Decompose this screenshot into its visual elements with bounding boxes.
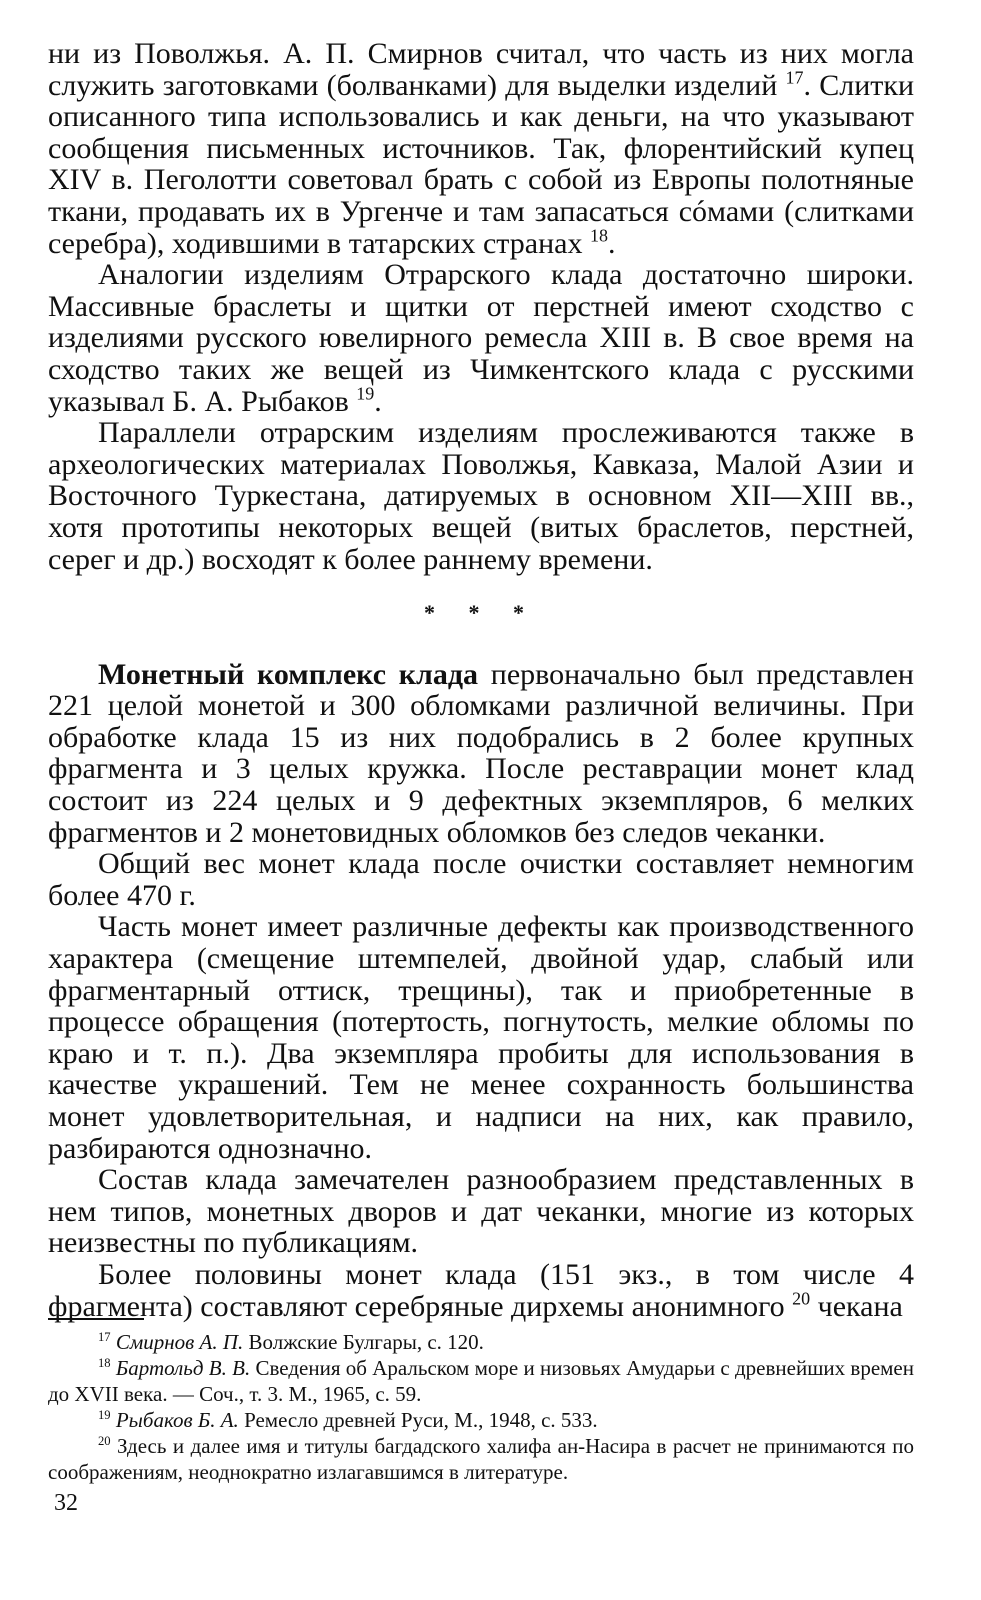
footnote-text: Сведения об Аральском море и низовьях Амударьи с древнейших времен до XVII века. — Соч., т. 3. М., 1965, с. 59. (48, 1356, 914, 1406)
footnote-ref-18: 18 (589, 224, 608, 245)
footnote-number: 17 (98, 1329, 111, 1344)
paragraph-7: Состав клада замечателен разнообразием представленных в нем типов, монетных дворов и дат чеканки, многие из которых неизвестны по публикациям. (48, 1163, 914, 1260)
paragraph-4-text: первоначально был представлен 221 целой монетой и 300 обломками различной величины. При обработке клада 15 из них подобрались в 2 более крупных фрагмента и 3 целых кружка. После реставрации монет клад состоит из 224 целых и 9 дефектных экземпляров, 6 мелких фрагментов и 2 монетовидных обломков без следов чеканки. (48, 657, 914, 849)
paragraph-2-text: Аналогии изделиям Отрарского клада достаточно широки. Массивные браслеты и щитки от перстней имеют сходство с изделиями русского ювелирного ремесла XIII в. В свое время на сходство таких же вещей из Чимкентского клада с русскими указывал Б. А. Рыбаков (48, 258, 914, 418)
paragraph-1-end: . (607, 226, 616, 260)
footnotes (48, 1329, 914, 1485)
footnote-author: Бартольд В. В. (115, 1356, 251, 1380)
paragraph-8-text: Более половины монет клада (151 экз., в том числе 4 фрагмента) составляют серебряные дирхемы анонимного (48, 1257, 914, 1323)
footnote-divider (48, 1318, 144, 1320)
paragraph-4 (48, 659, 914, 849)
paragraph-5: Общий вес монет клада после очистки составляет немногим более 470 г. (48, 847, 914, 912)
footnote-text: Ремесло древней Руси, М., 1948, с. 533. (238, 1408, 598, 1432)
footnote-17 (48, 1329, 914, 1355)
footnote-number: 19 (98, 1407, 111, 1422)
page-body (48, 38, 914, 1322)
section-heading: Монетный комплекс клада (98, 657, 479, 691)
footnote-19 (48, 1407, 914, 1433)
paragraph-2 (48, 259, 914, 417)
footnote-text: Волжские Булгары, с. 120. (243, 1330, 484, 1354)
paragraph-1-text-cont: . Слитки описанного типа использовались и как деньги, на что указывают сообщения письменных источников. Так, флорентийский купец XIV в. Пеголотти советовал брать с собой из Европы полотняные ткани, продавать их в Ургенче и там запасаться сóмами (слитками серебра), ходившими в татарских странах (48, 68, 915, 260)
paragraph-1-text: ни из Поволжья. А. П. Смирнов считал, что часть из них могла служить заготовками (болванками) для выделки изделий (48, 37, 914, 102)
footnote-text: Здесь и далее имя и титулы багдадского халифа ан-Насира в расчет не принимаются по соображениям, неоднократно излагавшимся в литературе. (48, 1434, 914, 1484)
footnote-ref-20: 20 (792, 1287, 811, 1308)
footnote-number: 20 (98, 1433, 111, 1448)
footnote-20 (48, 1433, 914, 1485)
paragraph-3: Параллели отрарским изделиям прослеживаются также в археологических материалах Поволжья, Кавказа, Малой Азии и Восточного Туркестана, датируемых в основном XII—XIII вв., хотя прототипы некоторых вещей (витых браслетов, перстней, серег и др.) восходят к более раннему времени. (48, 416, 914, 576)
footnote-ref-17: 17 (785, 66, 804, 87)
footnote-author: Смирнов А. П. (115, 1330, 244, 1354)
section-separator: * * * (424, 600, 538, 626)
footnote-18 (48, 1355, 914, 1407)
footnote-number: 18 (98, 1355, 111, 1370)
paragraph-6: Часть монет имеет различные дефекты как производственного характера (смещение штемпелей, двойной удар, слабый или фрагментарный оттиск, трещины), так и приобретенные в процессе обращения (потертость, погнутость, мелкие обломы по краю и т. п.). Два экземпляра пробиты для использования в качестве украшений. Тем не менее сохранность большинства монет удовлетворительная, и надписи на них, как правило, разбираются однозначно. (48, 910, 914, 1165)
footnote-ref-19: 19 (356, 382, 375, 403)
footnote-author: Рыбаков Б. А. (115, 1408, 239, 1432)
paragraph-2-end: . (374, 384, 382, 418)
paragraph-1 (48, 38, 914, 259)
page-number: 32 (54, 1490, 78, 1516)
paragraph-8-end: чекана (810, 1289, 903, 1323)
paragraph-8 (48, 1259, 914, 1322)
main-text (48, 38, 914, 1322)
